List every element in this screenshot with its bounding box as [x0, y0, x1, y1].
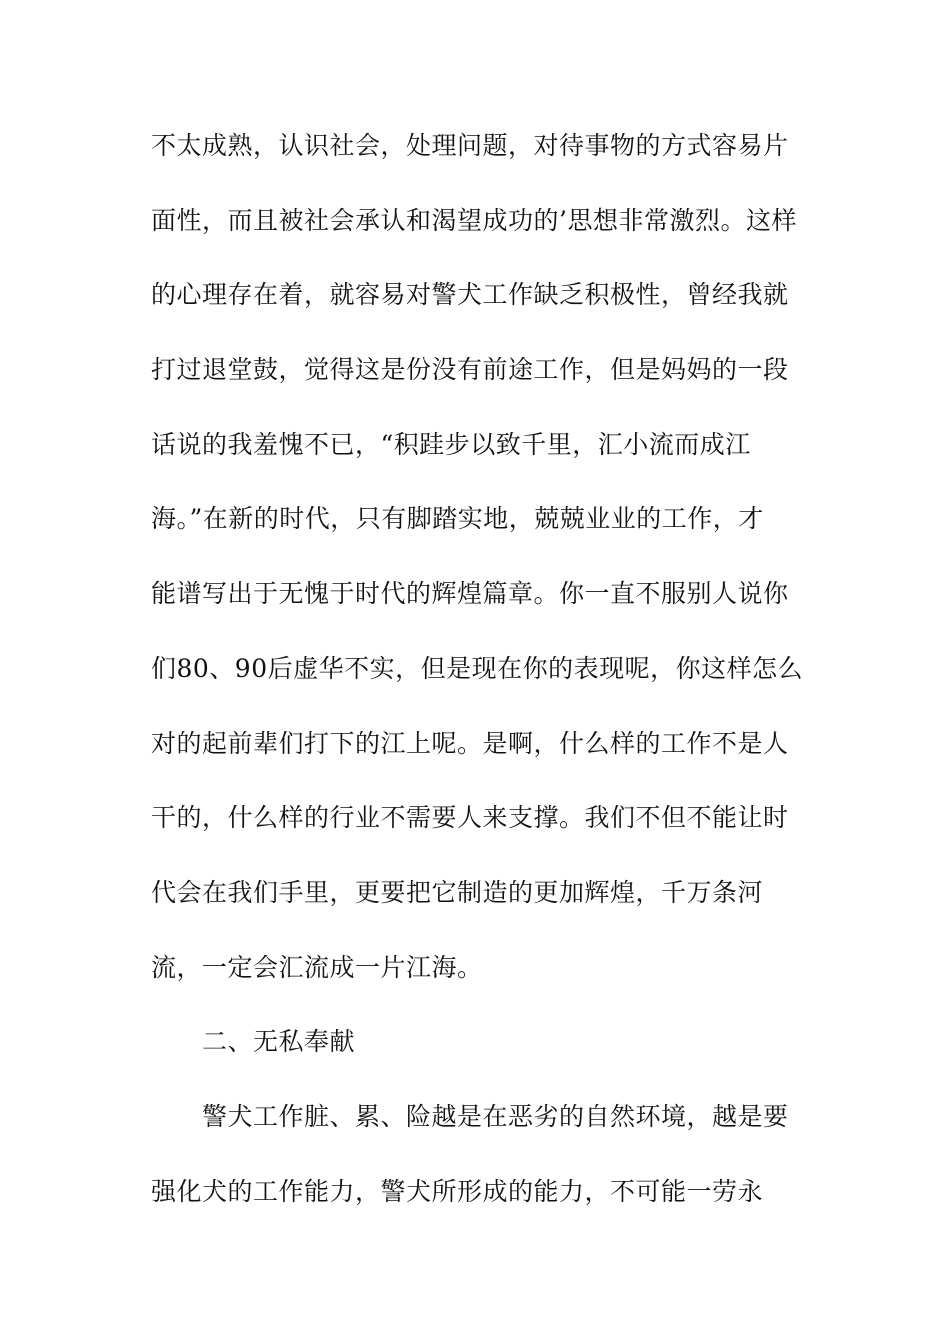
text-line: 对的起前辈们打下的江上呢。是啊，什么样的工作不是人 [151, 728, 789, 758]
text-line: 不太成熟，认识社会，处理问题，对待事物的方式容易片 [151, 131, 789, 160]
section-heading: 二、无私奉献 [202, 1027, 356, 1057]
text-line: 话说的我羞愧不已，“积跬步以致千里，汇小流而成江 [151, 429, 751, 459]
text-line: 能谱写出于无愧于时代的辉煌篇章。你一直不服别人说你 [151, 579, 789, 609]
text-line: 的心理存在着，就容易对警犬工作缺乏积极性，曾经我就 [151, 280, 789, 310]
text-line: 流，一定会汇流成一片江海。 [151, 952, 483, 982]
text-line: 面性，而且被社会承认和渴望成功的’思想非常激烈。这样 [151, 205, 797, 235]
text-line: 代会在我们手里，更要把它制造的更加辉煌，千万条河 [151, 877, 764, 907]
text-line: 们80、90后虚华不实，但是现在你的表现呢，你这样怎么 [151, 653, 804, 683]
text-line: 海。”在新的时代，只有脚踏实地，兢兢业业的工作，才 [151, 504, 764, 534]
text-line: 干的，什么样的行业不需要人来支撑。我们不但不能让时 [151, 803, 789, 833]
text-line: 警犬工作脏、累、险越是在恶劣的自然环境，越是要 [202, 1101, 789, 1131]
text-line: 打过退堂鼓，觉得这是份没有前途工作，但是妈妈的一段 [151, 355, 789, 385]
body-text [151, 128, 811, 1248]
text-line: 强化犬的工作能力，警犬所形成的能力，不可能一劳永 [151, 1176, 764, 1206]
